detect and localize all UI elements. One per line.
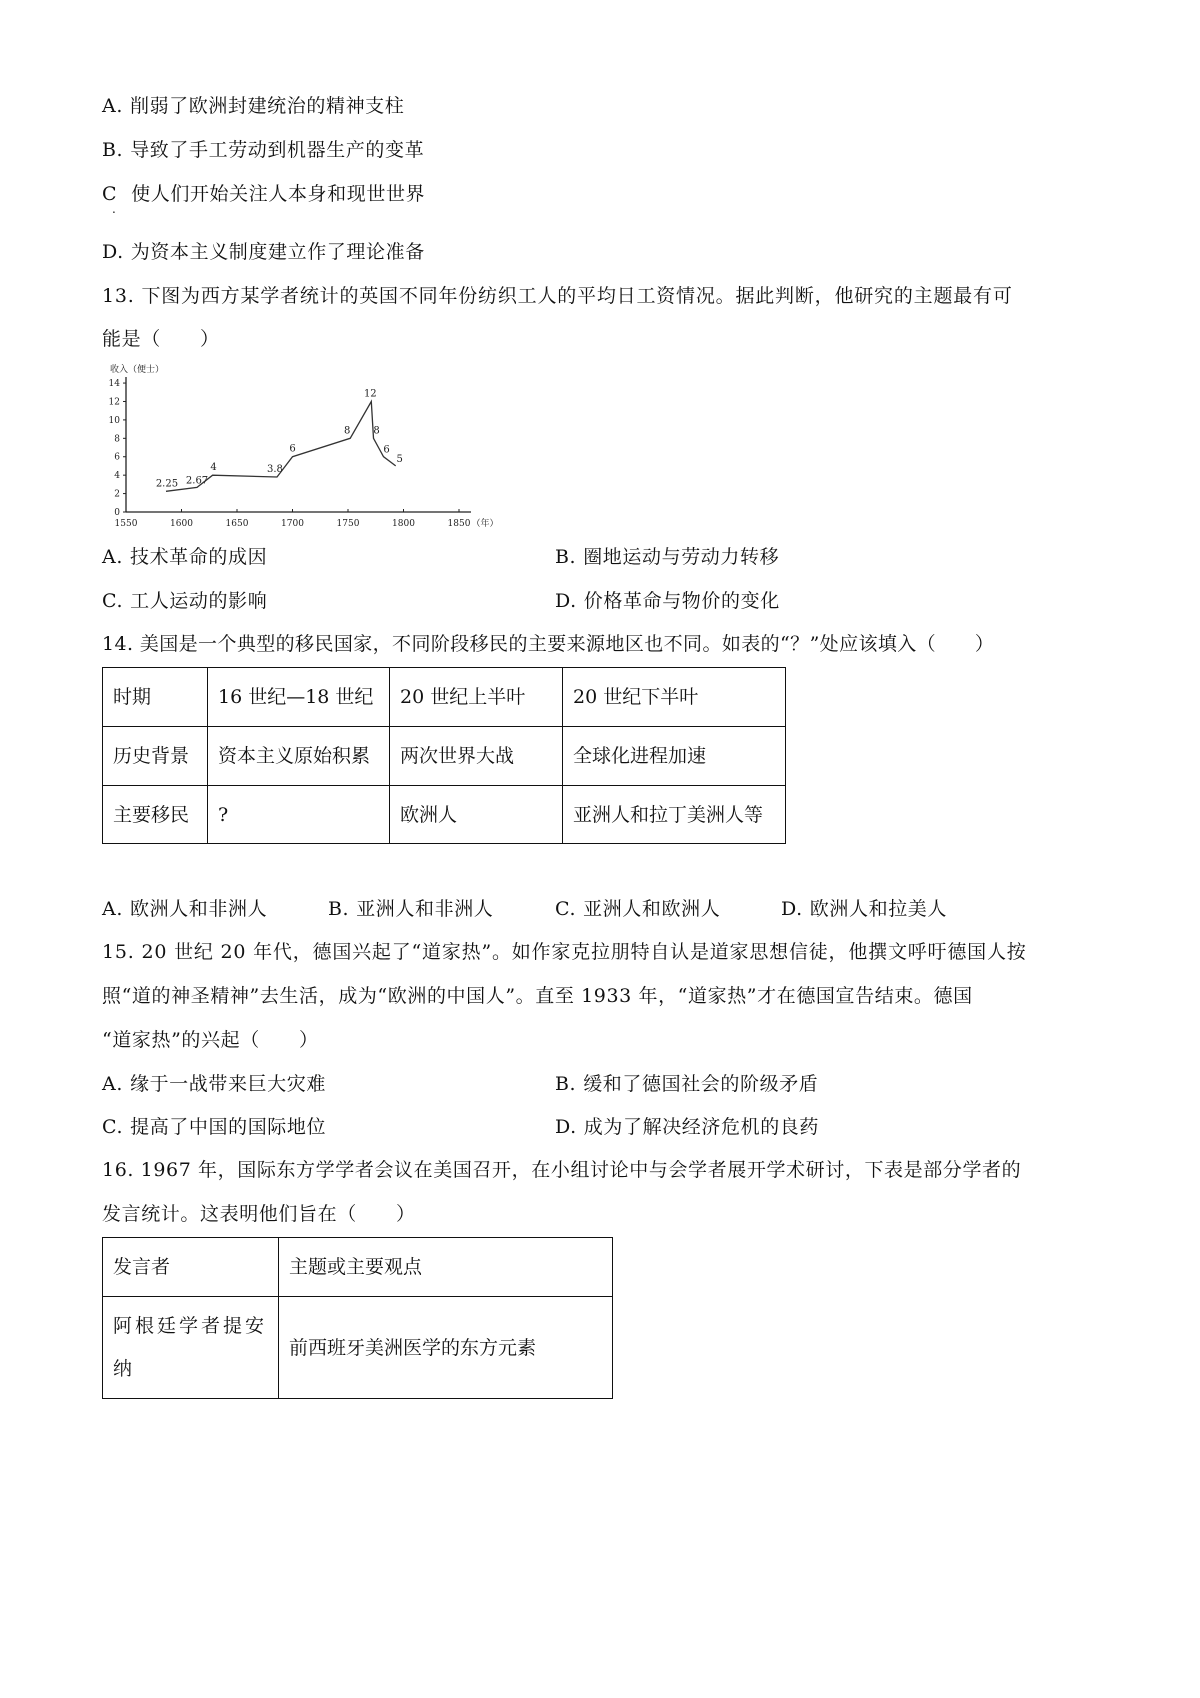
data-point-label: 12 <box>363 388 377 400</box>
option-text: 成为了解决经济危机的良药 <box>583 1116 819 1138</box>
data-point-label: 3.8 <box>267 464 283 476</box>
table-header-cell: 主题或主要观点 <box>279 1238 613 1297</box>
data-point-label: 2.25 <box>155 478 179 490</box>
table-cell: 16 世纪—18 世纪 <box>208 668 390 727</box>
y-tick-label: 0 <box>114 508 120 518</box>
option-text: 圈地运动与劳动力转移 <box>583 546 780 568</box>
q13-option-a <box>102 545 267 569</box>
table-row <box>103 1297 613 1399</box>
option-label: B. <box>555 1073 577 1095</box>
option-text: 提高了中国的国际地位 <box>130 1116 327 1138</box>
table-cell: 阿根廷学者提安纳 <box>103 1297 279 1399</box>
option-text: 价格革命与物价的变化 <box>583 590 780 612</box>
table-header-cell: 发言者 <box>103 1238 279 1297</box>
q14-option-a <box>102 897 267 921</box>
q14-option-c <box>555 897 720 921</box>
option-label: A. <box>102 546 123 568</box>
chart-xlabel: （年） <box>471 519 499 529</box>
y-tick-label: 6 <box>114 452 120 463</box>
table-row <box>103 786 786 844</box>
speaker-table <box>102 1237 613 1399</box>
option-label: D. <box>555 590 577 612</box>
option-text: 为资本主义制度建立作了理论准备 <box>130 241 425 263</box>
option-text: 工人运动的影响 <box>130 590 268 612</box>
option-text: 削弱了欧洲封建统治的精神支柱 <box>129 95 405 117</box>
x-tick-label: 1650 <box>225 519 249 529</box>
table-cell: 欧洲人 <box>390 786 563 844</box>
q13-option-d <box>555 589 780 613</box>
q16-stem-line-2: 发言统计。这表明他们旨在（ ） <box>102 1203 416 1225</box>
option-text: 使人们开始关注人本身和现世世界 <box>131 183 426 205</box>
option-label: B. <box>555 546 577 568</box>
table-cell: 20 世纪上半叶 <box>390 668 563 727</box>
q12-option-b <box>102 138 424 162</box>
y-tick-label: 2 <box>114 489 120 500</box>
option-label: D. <box>555 1116 577 1138</box>
q15-stem-line-2: 照“道的神圣精神”去生活，成为“欧洲的中国人”。直至 1933 年，“道家热”才在德国宣告结束。德国 <box>102 985 973 1007</box>
option-text: 缓和了德国社会的阶级矛盾 <box>583 1073 819 1095</box>
option-text: 欧洲人和拉美人 <box>809 898 947 920</box>
q13-stem-line-1: 13. 下图为西方某学者统计的英国不同年份纺织工人的平均日工资情况。据此判断，他研究的主题最有可 <box>102 285 1013 307</box>
q13-option-c <box>102 589 267 613</box>
option-label: B. <box>102 139 124 161</box>
stray-dot-mark: . <box>112 202 116 216</box>
x-tick-label: 1550 <box>114 519 138 529</box>
table-cell: 两次世界大战 <box>390 727 563 786</box>
q13-stem-line-2: 能是（ ） <box>102 328 220 350</box>
option-label: C <box>102 183 118 205</box>
y-tick-label: 4 <box>114 471 120 482</box>
q13-option-b <box>555 545 779 569</box>
table-cell: 主要移民 <box>103 786 208 844</box>
x-tick-label: 1600 <box>170 519 193 529</box>
x-tick-label: 1700 <box>281 519 304 529</box>
data-point-label: 5 <box>396 453 403 465</box>
q12-option-d <box>102 240 425 264</box>
immigration-table <box>102 667 786 844</box>
data-point-label: 4 <box>210 462 217 474</box>
q15-option-b <box>555 1072 818 1096</box>
table-cell: 20 世纪下半叶 <box>563 668 786 727</box>
table-row <box>103 727 786 786</box>
table-cell: 资本主义原始积累 <box>208 727 390 786</box>
option-label: C. <box>102 590 124 612</box>
option-text: 亚洲人和欧洲人 <box>583 898 721 920</box>
q15-stem-line-3: “道家热”的兴起（ ） <box>102 1029 319 1051</box>
q12-option-c <box>102 182 425 206</box>
table-cell: 全球化进程加速 <box>563 727 786 786</box>
data-point-label: 8 <box>344 425 351 437</box>
option-label: C. <box>555 898 577 920</box>
x-tick-label: 1850 <box>447 519 471 529</box>
table-cell: 前西班牙美洲医学的东方元素 <box>279 1297 613 1399</box>
q16-stem-line-1: 16. 1967 年，国际东方学学者会议在美国召开，在小组讨论中与会学者展开学术研讨，下表是部分学者的 <box>102 1159 1022 1181</box>
wage-line-chart <box>100 360 500 535</box>
table-cell: ? <box>208 786 390 844</box>
q14-option-d <box>781 897 947 921</box>
data-point-label: 6 <box>289 443 296 455</box>
table-cell: 亚洲人和拉丁美洲人等 <box>563 786 786 844</box>
y-tick-label: 14 <box>108 379 120 390</box>
option-text: 导致了手工劳动到机器生产的变革 <box>130 139 425 161</box>
table-cell: 历史背景 <box>103 727 208 786</box>
table-row <box>103 668 786 727</box>
q14-stem: 14. 美国是一个典型的移民国家，不同阶段移民的主要来源地区也不同。如表的“？”处应该填入（ ） <box>102 633 995 655</box>
option-text: 缘于一战带来巨大灾难 <box>129 1073 326 1095</box>
option-label: B. <box>328 898 350 920</box>
q15-option-d <box>555 1115 819 1139</box>
q15-option-c <box>102 1115 326 1139</box>
y-tick-label: 12 <box>108 397 120 408</box>
option-text: 欧洲人和非洲人 <box>129 898 268 920</box>
data-point-label: 2.67 <box>185 475 209 487</box>
option-label: D. <box>781 898 803 920</box>
table-row <box>103 1238 613 1297</box>
q14-option-b <box>328 897 493 921</box>
option-label: A. <box>102 1073 123 1095</box>
option-label: A. <box>102 95 123 117</box>
y-tick-label: 10 <box>108 415 120 426</box>
data-point-label: 8 <box>373 425 380 437</box>
table-cell: 时期 <box>103 668 208 727</box>
option-label: C. <box>102 1116 124 1138</box>
q15-option-a <box>102 1072 326 1096</box>
chart-ylabel: 收入（便士） <box>110 365 165 375</box>
option-label: D. <box>102 241 124 263</box>
x-tick-label: 1800 <box>392 519 415 529</box>
option-text: 亚洲人和非洲人 <box>356 898 494 920</box>
data-point-label: 6 <box>383 444 390 456</box>
q12-option-a <box>102 94 404 118</box>
option-label: A. <box>102 898 123 920</box>
y-tick-label: 8 <box>114 434 120 445</box>
x-tick-label: 1750 <box>336 519 360 529</box>
option-text: 技术革命的成因 <box>129 546 268 568</box>
q15-stem-line-1: 15. 20 世纪 20 年代，德国兴起了“道家热”。如作家克拉朋特自认是道家思想信徒，他撰文呼吁德国人按 <box>102 941 1027 963</box>
